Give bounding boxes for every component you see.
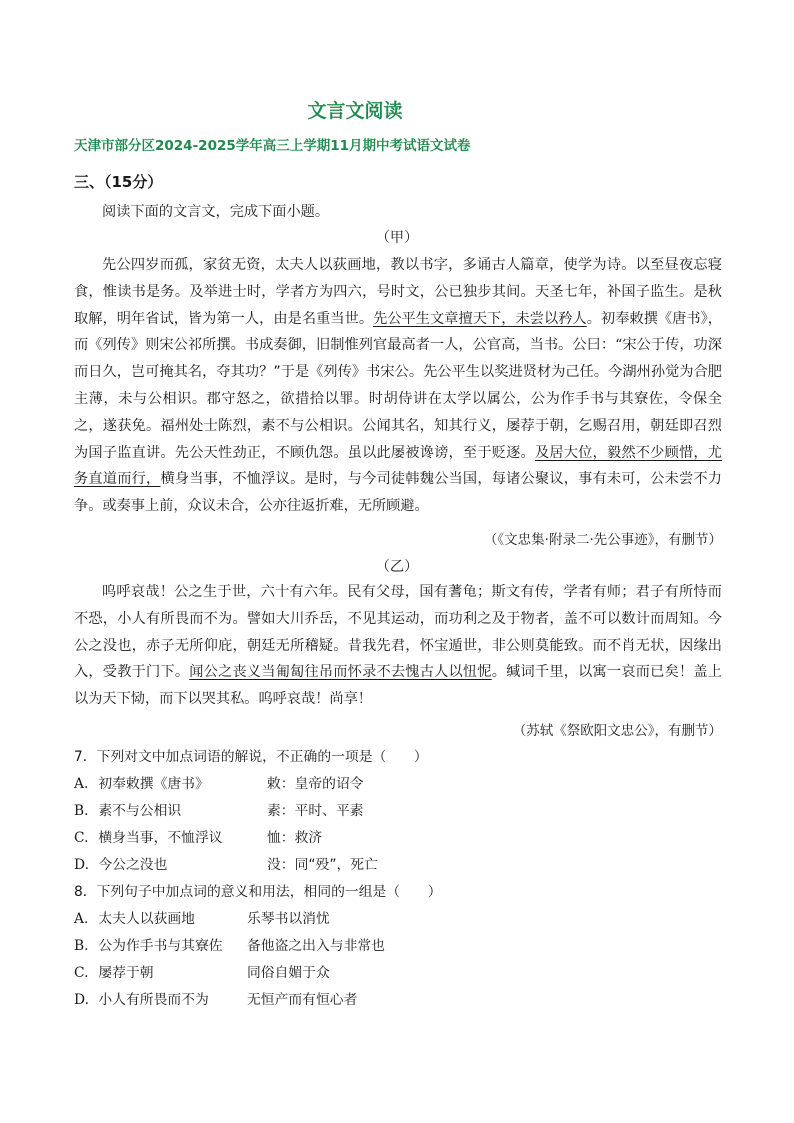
passage-yi-text [74, 579, 722, 713]
q8-option-a[interactable] [74, 907, 330, 927]
option-letter: C. [74, 965, 89, 981]
option-phrase-2: 同俗自媚于众 [247, 965, 330, 981]
passage-jia-heading: （甲） [375, 230, 419, 246]
option-explanation: 没：同“殁”，死亡 [267, 857, 378, 873]
option-phrase-2: 无恒产而有恒心者 [247, 992, 358, 1008]
option-letter: A. [74, 911, 89, 927]
option-explanation: 素：平时、平素 [267, 803, 364, 819]
option-phrase-1: 小人有所畏而不为 [98, 992, 209, 1008]
option-letter: D. [74, 857, 89, 873]
option-phrase: 素不与公相识 [98, 803, 182, 819]
option-letter: B. [74, 938, 89, 954]
passage-yi-part2: 。缄词千里，以寓一哀而已矣！盖上以为天下恸，而下以哭其私。呜呼哀哉！尚享！ [74, 664, 722, 708]
page-title: 文言文阅读 [307, 100, 403, 122]
question-7-stem: 7．下列对文中加点词语的解说，不正确的一项是（ ） [74, 749, 428, 765]
option-letter: B. [74, 803, 89, 819]
passage-jia-text [74, 252, 722, 520]
option-explanation: 敕：皇帝的诏令 [267, 776, 364, 792]
option-explanation: 恤：救济 [267, 830, 323, 846]
option-letter: D. [74, 992, 89, 1008]
option-phrase: 初奉敕撰《唐书》 [98, 776, 209, 792]
passage-jia-quote: “宋公于传，功深而日久， [74, 337, 722, 381]
option-phrase-2: 备他盗之出入与非常也 [247, 938, 385, 954]
option-phrase: 今公之没也 [98, 857, 168, 873]
option-letter: C. [74, 830, 89, 846]
exam-source: 天津市部分区2024-2025学年高三上学期11月期中考试语文试卷 [74, 138, 471, 154]
q7-option-c[interactable] [74, 826, 323, 846]
passage-yi-underlined-sentence: 闻公之丧义当匍匐往吊而怀录不去愧古人以忸怩 [189, 664, 492, 681]
option-letter: A. [74, 776, 89, 792]
passage-jia-citation: （《文忠集·附录二·先公事迹》，有删节） [483, 532, 722, 548]
passage-jia-underlined-sentence-2: 及居大位，毅然不少顾惜，尤务直道而行， [74, 444, 722, 488]
option-phrase-1: 公为作手书与其寮佐 [98, 938, 223, 954]
q7-option-b[interactable] [74, 799, 364, 819]
passage-yi-heading: （乙） [375, 559, 419, 575]
q7-option-d[interactable] [74, 853, 378, 873]
passage-jia-part3: 岂可掩其名，夺其功？”于是《列传》书宋公。先公平生以奖进贤材为己任。今湖州孙觉为合肥主薄，未与公相识。郡守怒之，欲措拾以罪。时胡侍讲在太学以属公，公为作手书与其寮佐，令保全之，遂获免。福州处士陈烈，素不与公相识。公闻其名，知其行义，屡荐于朝，乞赐召用，朝廷即召烈为国子监直讲。先公天性劲正，不顾仇怨。虽以此屡被谗谤，至于贬逐。 [74, 364, 722, 461]
passage-yi-part1: 呜呼哀哉！公之生于世，六十有六年。民有父母，国有蓍龟；斯文有传，学者有师；君子有所恃而不恐，小人有所畏而不为。譬如大川乔岳，不见其运动，而功利之及于物者，盖不可以数计而周知。今公之没也，赤子无所仰庇，朝廷无所稽疑。昔我先君，怀宝遁世，非公则莫能致。而不肖无状，因缘出入，受教于门下。 [74, 584, 722, 681]
question-8-stem: 8．下列句子中加点词的意义和用法，相同的一组是（ ） [74, 884, 442, 900]
option-phrase-2: 乐琴书以消忧 [247, 911, 330, 927]
passage-yi-citation: （苏轼《祭欧阳文忠公》，有删节） [512, 723, 722, 739]
option-phrase: 横身当事，不恤浮议 [98, 830, 223, 846]
option-phrase-1: 屡荐于朝 [98, 965, 154, 981]
q8-option-c[interactable] [74, 961, 330, 981]
section-label: 三、（15分） [74, 173, 163, 191]
passage-jia-part1: 先公四岁而孤，家贫无资，太夫人以荻画地，教以书字，多诵古人篇章，使学为诗。以至昼夜忘寝食，惟读书是务。及举进士时，学者方为四六，号时文，公已独步其间。天圣七年，补国子监生。是秋取解，明年省试，皆为第一人，由是名重当世。 [74, 257, 722, 327]
passage-jia-underlined-sentence-1: 先公平生文章擅天下，未尝以矜人 [373, 310, 587, 327]
q8-option-d[interactable] [74, 988, 358, 1008]
instruction: 阅读下面的文言文，完成下面小题。 [102, 204, 330, 220]
passage-jia-part4: 横身当事，不恤浮议。是时，与今司徒韩魏公当国，每诸公聚议，事有未可，公未尝不力争。或奏事上前，众议未合，公亦往返折难，无所顾避。 [74, 471, 722, 515]
passage-jia-part2: 。初奉敕撰《唐书》，而《列传》则宋公祁所撰。书成奏御，旧制惟列官最高者一人，公官高，当书。公曰： [74, 310, 722, 354]
option-phrase-1: 太夫人以荻画地 [98, 911, 195, 927]
q7-option-a[interactable] [74, 772, 364, 792]
q8-option-b[interactable] [74, 934, 385, 954]
